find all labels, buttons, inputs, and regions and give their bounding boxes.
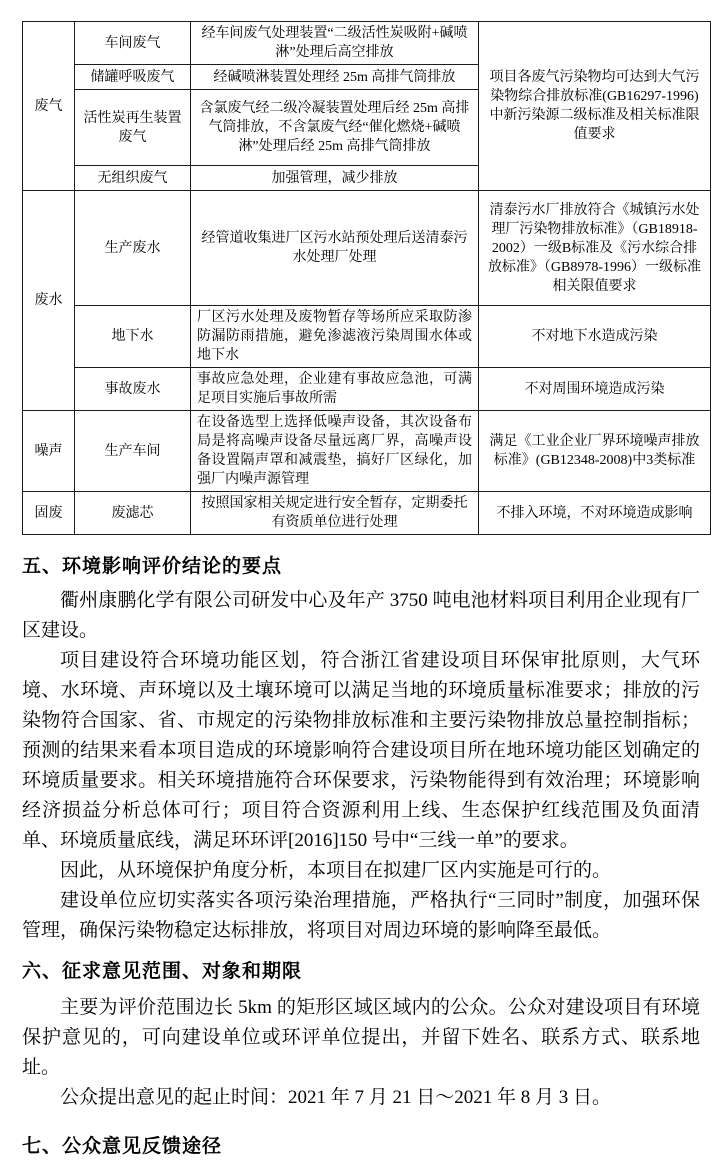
section-7-heading: 七、公众意见反馈途径 bbox=[22, 1136, 223, 1157]
table-row bbox=[23, 368, 711, 411]
subcategory-cell: 生产废水 bbox=[75, 191, 191, 306]
section-5-heading: 五、环境影响评价结论的要点 bbox=[22, 556, 283, 577]
category-cell-solid-waste: 固废 bbox=[23, 492, 75, 535]
section-6-heading: 六、征求意见范围、对象和期限 bbox=[22, 961, 303, 982]
measure-cell: 在设备选型上选择低噪声设备，其次设备布局是将高噪声设备尽量远离厂界，高噪声设备设置隔声罩和减震垫，搞好厂区绿化，加强厂内噪声源管理 bbox=[191, 411, 479, 492]
measure-cell: 经碱喷淋装置处理经 25m 高排气筒排放 bbox=[191, 65, 479, 90]
measure-cell: 经管道收集进厂区污水站预处理后送清泰污水处理厂处理 bbox=[191, 191, 479, 306]
subcategory-cell: 活性炭再生装置废气 bbox=[75, 90, 191, 166]
category-cell-waste-water: 废水 bbox=[23, 191, 75, 411]
subcategory-cell: 无组织废气 bbox=[75, 166, 191, 191]
section-5-paragraph: 建设单位应切实落实各项污染治理措施，严格执行“三同时”制度，加强环保管理，确保污染物稳定达标排放，将项目对周边环境的影响降至最低。 bbox=[22, 890, 700, 941]
table-row bbox=[23, 306, 711, 368]
table-row bbox=[23, 411, 711, 492]
section-5-paragraph: 因此，从环境保护角度分析，本项目在拟建厂区内实施是可行的。 bbox=[60, 860, 612, 881]
table-row bbox=[23, 492, 711, 535]
standard-cell: 不对地下水造成污染 bbox=[479, 306, 711, 368]
standard-cell: 满足《工业企业厂界环境噪声排放标准》(GB12348-2008)中3类标准 bbox=[479, 411, 711, 492]
table-row bbox=[23, 22, 711, 65]
measure-cell: 厂区污水处理及废物暂存等场所应采取防渗防漏防雨措施，避免渗滤液污染周围水体或地下水 bbox=[191, 306, 479, 368]
category-cell-waste-gas: 废气 bbox=[23, 22, 75, 191]
table-row bbox=[23, 191, 711, 306]
measure-cell: 含氯废气经二级冷凝装置处理后经 25m 高排气筒排放，不含氯废气经“催化燃烧+碱喷淋”处理后经 25m 高排气筒排放 bbox=[191, 90, 479, 166]
section-6-paragraph: 公众提出意见的起止时间：2021 年 7 月 21 日～2021 年 8 月 3 日。 bbox=[60, 1087, 612, 1108]
standard-cell: 不对周围环境造成污染 bbox=[479, 368, 711, 411]
standard-cell: 不排入环境，不对环境造成影响 bbox=[479, 492, 711, 535]
section-5-paragraph: 衢州康鹏化学有限公司研发中心及年产 3750 吨电池材料项目利用企业现有厂区建设。 bbox=[22, 590, 700, 641]
measure-cell: 按照国家相关规定进行安全暂存，定期委托有资质单位进行处理 bbox=[191, 492, 479, 535]
subcategory-cell: 储罐呼吸废气 bbox=[75, 65, 191, 90]
pollution-measures-table bbox=[22, 21, 711, 535]
category-cell-noise: 噪声 bbox=[23, 411, 75, 492]
measure-cell: 经车间废气处理装置“二级活性炭吸附+碱喷淋”处理后高空排放 bbox=[191, 22, 479, 65]
section-5-paragraph: 项目建设符合环境功能区划，符合浙江省建设项目环保审批原则，大气环境、水环境、声环境以及土壤环境可以满足当地的环境质量标准要求；排放的污染物符合国家、省、市规定的污染物排放标准和主要污染物排放总量控制指标；预测的结果来看本项目造成的环境影响符合建设项目所在地环境功能区划确定的环境质量要求。相关环境措施符合环保要求，污染物能得到有效治理；环境影响经济损益分析总体可行；项目符合资源利用上线、生态保护红线范围及负面清单、环境质量底线，满足环环评[2016]150 号中“三线一单”的要求。 bbox=[22, 650, 700, 851]
standard-cell: 清泰污水厂排放符合《城镇污水处理厂污染物排放标准》（GB18918-2002）一级B标准及《污水综合排放标准》（GB8978-1996）一级标准相关限值要求 bbox=[479, 191, 711, 306]
subcategory-cell: 废滤芯 bbox=[75, 492, 191, 535]
subcategory-cell: 车间废气 bbox=[75, 22, 191, 65]
subcategory-cell: 地下水 bbox=[75, 306, 191, 368]
measure-cell: 加强管理，减少排放 bbox=[191, 166, 479, 191]
measure-cell: 事故应急处理，企业建有事故应急池，可满足项目实施后事故所需 bbox=[191, 368, 479, 411]
standard-cell: 项目各废气污染物均可达到大气污染物综合排放标准(GB16297-1996)中新污染源二级标准及相关标准限值要求 bbox=[479, 22, 711, 191]
subcategory-cell: 生产车间 bbox=[75, 411, 191, 492]
section-6-paragraph: 主要为评价范围边长 5km 的矩形区域区域内的公众。公众对建设项目有环境保护意见的，可向建设单位或环评单位提出，并留下姓名、联系方式、联系地址。 bbox=[22, 997, 700, 1078]
subcategory-cell: 事故废水 bbox=[75, 368, 191, 411]
